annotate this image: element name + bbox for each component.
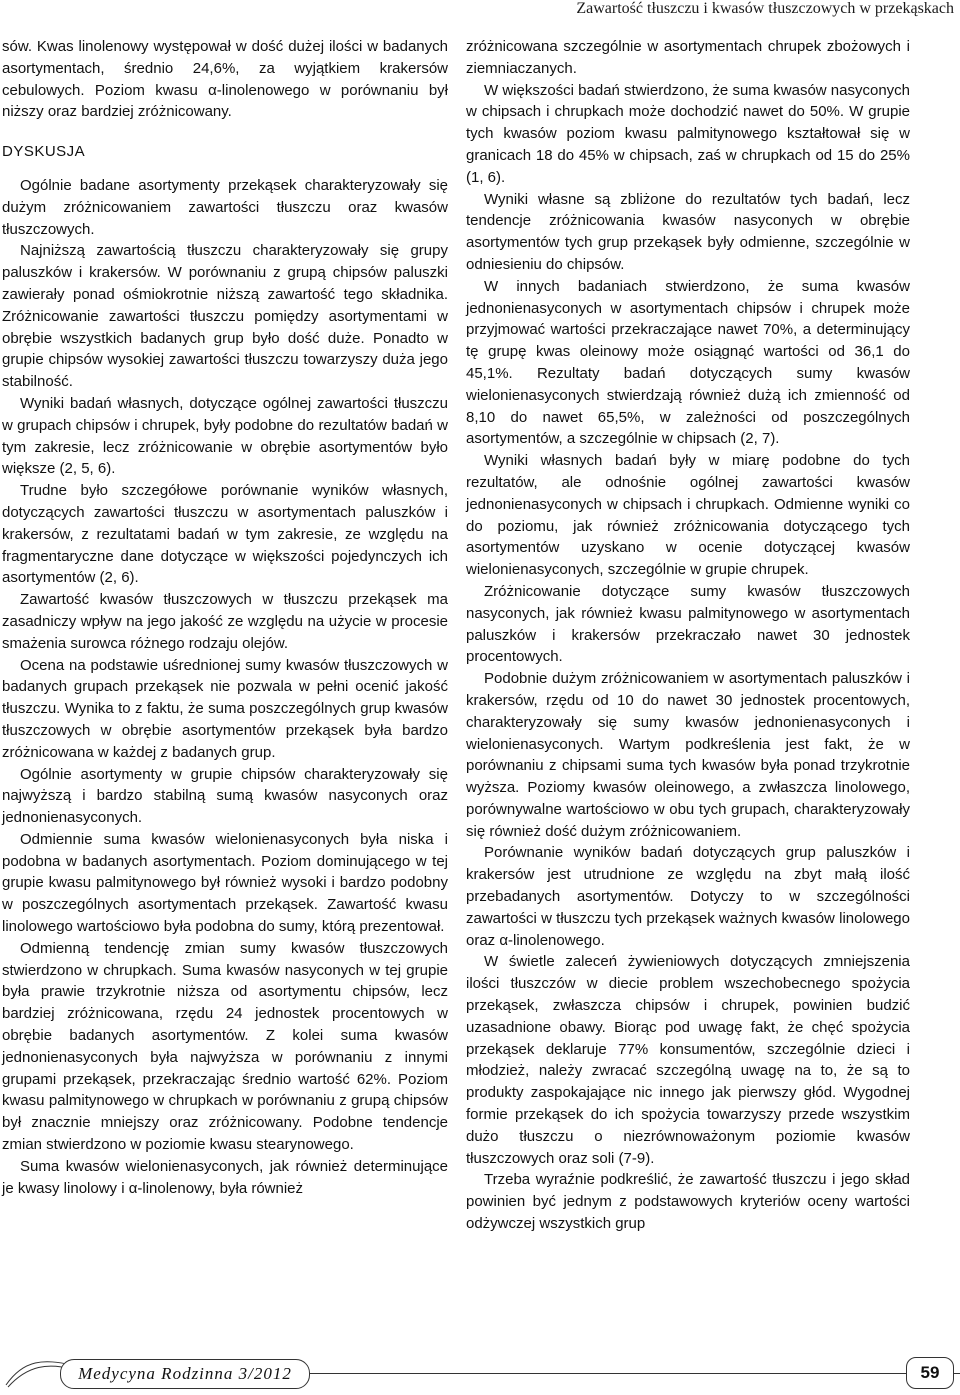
paragraph: Odmienną tendencję zmian sumy kwasów tłuszczowych stwierdzono w chrupkach. Suma kwasów nasyconych w tej grupie była prawie trzykrotnie niższa od asortymentu chipsów, lecz bardziej zróżnicowana, rzędu 24 jednostek procentowych w obrębie badanych asortymentów. Z kolei suma kwasów jednonienasyconych była najwyższa w porównaniu z innymi grupami przekąsek, przekraczając średnio wartość 62%. Poziom kwasu palmitynowego w chrupkach w porównaniu z grupą chipsów był znacznie mniejszy oraz zróżnicowany. Podobne tendencje zmian stwierdzono w poziomie kwasu stearynowego. xyxy=(2,939,448,1154)
paragraph: W większości badań stwierdzono, że suma kwasów nasyconych w chipsach i chrupkach może dochodzić nawet do 50%. W grupie tych kwasów poziom kwasu palmitynowego kształtował się w granicach 18 do 45% w chipsach, zaś w chrupkach od 15 do 25% (1, 6). xyxy=(466,81,911,186)
paragraph: W świetle zaleceń żywieniowych dotyczących zmniejszenia ilości tłuszczów w diecie problem wszechobecnego spożycia przekąsek, zwłaszcza chipsów i chrupek, powinien budzić uzasadnione obawy. Biorąc pod uwagę fakt, że chęć spożycia przekąsek deklaruje 77% konsumentów, szczególnie dzieci i młodzież, należy zwracać szczególną uwagę na to, że są to produkty zaspokajające nic innego jak pierwszy głód. Wygodnej formie przekąsek do ich spożycia towarzyszy przede wszystkim dużo tłuszczu o niezrównoważonym poziomie kwasów tłuszczowych oraz soli (7-9). xyxy=(466,953,910,1167)
paragraph: Wyniki badań własnych, dotyczące ogólnej zawartości tłuszczu w grupach chipsów i chrupek, były podobne do rezultatów badań w tym zakresie, lecz zróżnicowanie w obrębie asortymentów było większe (2, 5, 6). xyxy=(2,394,448,478)
paragraph: Ogólnie asortymenty w grupie chipsów charakteryzowały się najwyższą i bardzo stabilną sumą kwasów nasyconych oraz jednonienasyconych. xyxy=(2,765,448,827)
paragraph: Wyniki własne są zbliżone do rezultatów tych badań, lecz tendencje zróżnicowania kwasów nasyconych w obrębie asortymentów tych grup przekąsek były odmienne, szczególnie w odniesieniu do chipsów. xyxy=(466,190,910,273)
paragraph: Porównanie wyników badań dotyczących grup paluszków i krakersów jest utrudnione ze względu na zbyt małą ilość przebadanych asortymentów. Dotyczy to w szczególności zawartości w tłuszczu tych przekąsek ważnych kwasów linolowego oraz α-linolenowego. xyxy=(466,844,910,949)
paragraph: Zawartość kwasów tłuszczowych w tłuszczu przekąsek ma zasadniczy wpływ na jego jakość ze względu na użycie w procesie smażenia surowca różnego rodzaju olejów. xyxy=(2,591,448,652)
paragraph: Ogólnie badane asortymenty przekąsek charakteryzowały się dużym zróżnicowaniem zawartości tłuszczu oraz kwasów tłuszczowych. xyxy=(2,176,448,238)
paragraph: Trzeba wyraźnie podkreślić, że zawartość tłuszczu i jego skład powinien być jednym z podstawowych kryteriów oceny wartości odżywczej wszystkich grup xyxy=(466,1171,910,1233)
paragraph: Odmiennie suma kwasów wielonienasyconych była niska i podobna w badanych asortymentach. Poziom dominującego w tej grupie kwasu palmitynowego był również wysoki i bardzo podobny w poszczególnych asortymentach przekąsek. Zawartość kwasu linolowego wartościowo była podobna do sumy, którą prezentował. xyxy=(2,830,448,936)
paragraph: sów. Kwas linolenowy występował w dość dużej ilości w badanych asortymentach, średnio 24,6%, za wyjątkiem krakersów cebulowych. Poziom kwasu α-linolenowego w porównaniu był niższy oraz bardziej zróżnicowany. xyxy=(2,38,448,121)
paragraph: Suma kwasów wielonienasyconych, jak również determinujące je kwasy linolowy i α-linolenowy, była również xyxy=(2,1157,448,1197)
section-heading: DYSKUSJA xyxy=(2,143,86,161)
left-column xyxy=(2,36,448,1199)
journal-title: Medycyna Rodzinna 3/2012 xyxy=(60,1359,310,1389)
paragraph: Zróżnicowanie dotyczące sumy kwasów tłuszczowych nasyconych, jak również kwasu palmitynowego w asortymentach paluszków i krakersów przekraczało nawet 30 jednostek procentowych. xyxy=(466,582,910,666)
paragraph: W innych badaniach stwierdzono, że suma kwasów jednonienasyconych w asortymentach chipsów i chrupek może przyjmować wartości przekraczające nawet 70%, a determinujący tę grupę kwas oleinowy może osiągnąć wartości od 36,1 do 45,1%. Rezultaty badań dotyczących sumy kwasów wielonienasyconych stwierdzają również dużą ich zmienność od 8,10 do nawet 65,5%, w zależności od poszczególnych asortymentów, a szczególnie w chipsach (2, 7). xyxy=(466,277,910,448)
paragraph: Wyniki własnych badań były w miarę podobne do tych rezultatów, ale odnośnie ogólnej zawartości kwasów jednonienasyconych w chipsach i chrupkach. Odmienne wyniki co do poziomu, jak również zróżnicowania dotyczącego tych asortymentów uzyskano w ocenie dotyczącej kwasów wielonienasyconych, szczególnie w grupie chrupek. xyxy=(466,452,910,579)
paragraph: Ocena na podstawie uśrednionej sumy kwasów tłuszczowych w badanych grupach przekąsek nie pozwala w pełni ocenić jakość tłuszczu. Wynika to z faktu, że suma poszczególnych grup kwasów tłuszczowych w obrębie asortymentów przekąsek była bardzo zróżnicowana w każdej z badanych grup. xyxy=(2,656,448,761)
paragraph: zróżnicowana szczególnie w asortymentach chrupek zbożowych i ziemniaczanych. xyxy=(466,38,910,77)
paragraph: Podobnie dużym zróżnicowaniem w asortymentach paluszków i krakersów, rzędu od 10 do nawet 30 jednostek procentowych, charakteryzowały się sumy kwasów jednonienasyconych i wielonienasyconych. Wartym podkreślenia jest fakt, że w porównaniu z chipsami suma tych kwasów była ponad trzykrotnie wyższa. Poziomy kwasów oleinowego, a zwłaszcza linolowego, porównywalne wartościowo w obu tych grupach, charakteryzowały się również dość dużym zróżnicowaniem. xyxy=(466,670,910,840)
running-header: Zawartość tłuszczu i kwasów tłuszczowych w przekąskach xyxy=(576,0,954,17)
right-column xyxy=(466,36,910,1235)
paragraph: Trudne było szczegółowe porównanie wyników własnych, dotyczących zawartości tłuszczu w asortymentach paluszków i krakersów, z rezultatami badań w tym zakresie, ze względu na fragmentaryczne dane dotyczące w większości pojedynczych ich asortymentów (2, 6). xyxy=(2,482,448,587)
page-footer xyxy=(0,1355,960,1395)
paragraph: Najniższą zawartością tłuszczu charakteryzowały się grupy paluszków i krakersów. W porównaniu z grupą chipsów paluszki zawierały ponad ośmiokrotnie niższą zawartość tego składnika. Zróżnicowanie zawartości tłuszczu pomiędzy asortymentami w obrębie wszystkich badanych grup było dość duże. Ponadto w grupie chipsów wysokiej zawartości tłuszczu towarzyszy duża jego stabilność. xyxy=(2,242,448,391)
page-number: 59 xyxy=(906,1357,954,1389)
